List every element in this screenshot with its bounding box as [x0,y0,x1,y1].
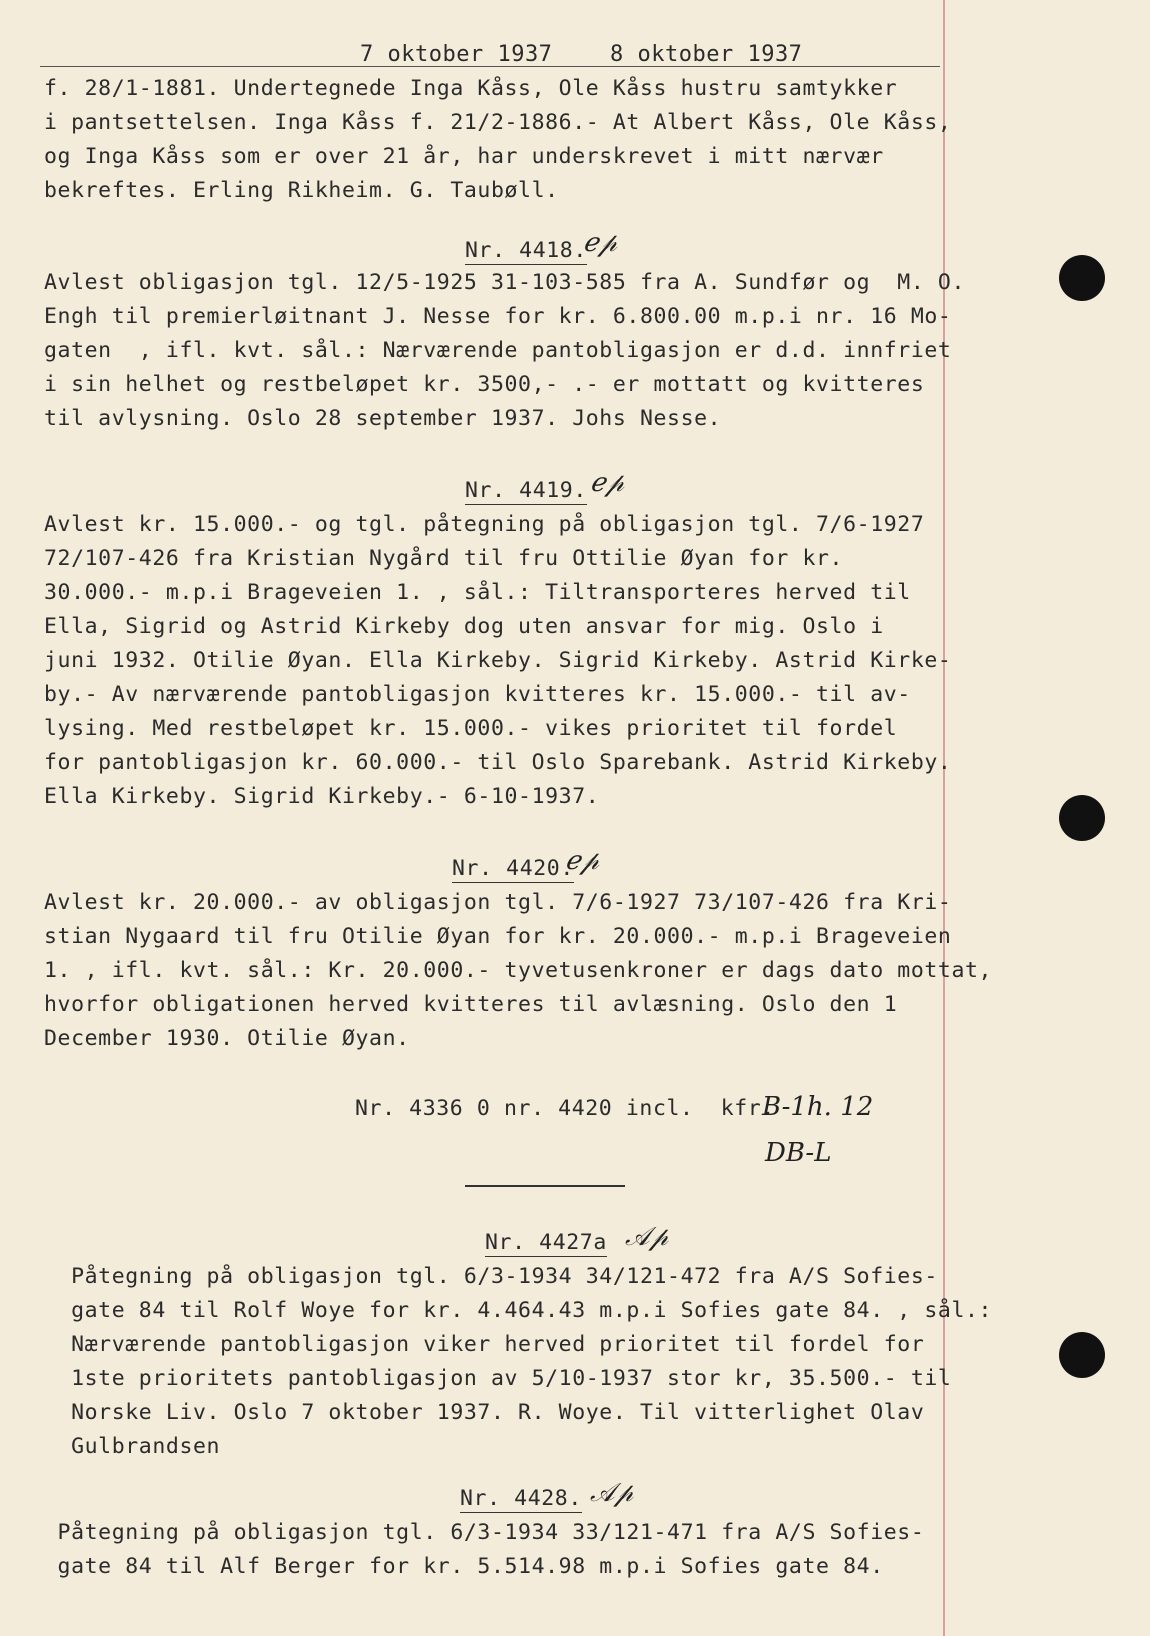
handwritten-signature: B-1h. 12 [762,1092,874,1122]
entry-line: til avlysning. Oslo 28 september 1937. Johs Nesse. [44,406,722,431]
header-date-left: 7 oktober 1937 [360,42,553,67]
entry-line: for pantobligasjon kr. 60.000.- til Oslo Sparebank. Astrid Kirkeby. [44,750,952,775]
intro-line: og Inga Kåss som er over 21 år, har underskrevet i mitt nærvær [44,144,884,169]
clerk-mark: ℯ𝓅 [590,468,624,498]
intro-line: f. 28/1-1881. Undertegnede Inga Kåss, Ole Kåss hustru samtykker [44,76,898,101]
entry-line: Påtegning på obligasjon tgl. 6/3-1934 34/121-472 fra A/S Sofies- [44,1264,938,1289]
entry-line: 72/107-426 fra Kristian Nygård til fru Ottilie Øyan for kr. [44,546,844,571]
entry-line: Avlest obligasjon tgl. 12/5-1925 31-103-585 fra A. Sundfør og M. O. [44,270,965,295]
handwritten-signature: DB-L [765,1138,832,1168]
entry-number: Nr. 4420. [452,856,574,881]
entry-number: Nr. 4428. [460,1486,582,1511]
header-date-right: 8 oktober 1937 [610,42,803,67]
entry-line: gaten , ifl. kvt. sål.: Nærværende pantobligasjon er d.d. innfriet [44,338,952,363]
entry-line: Avlest kr. 15.000.- og tgl. påtegning på obligasjon tgl. 7/6-1927 [44,512,925,537]
entry-line: Påtegning på obligasjon tgl. 6/3-1934 33/121-471 fra A/S Sofies- [44,1520,925,1545]
entry-line: i sin helhet og restbeløpet kr. 3500,- .- er mottatt og kvitteres [44,372,925,397]
summary-line: Nr. 4336 0 nr. 4420 incl. kfr. [355,1096,775,1121]
entry-number: Nr. 4419. [465,478,587,503]
intro-line: bekreftes. Erling Rikheim. G. Taubøll. [44,178,559,203]
entry-line: Avlest kr. 20.000.- av obligasjon tgl. 7/6-1927 73/107-426 fra Kri- [44,890,952,915]
entry-line: Nærværende pantobligasjon viker herved prioritet til fordel for [44,1332,925,1357]
entry-line: 1. , ifl. kvt. sål.: Kr. 20.000.- tyvetusenkroner er dags dato mottat, [44,958,993,983]
entry-line: juni 1932. Otilie Øyan. Ella Kirkeby. Sigrid Kirkeby. Astrid Kirke- [44,648,952,673]
clerk-mark: 𝒜𝓅 [625,1222,669,1252]
entry-line: by.- Av nærværende pantobligasjon kvitteres kr. 15.000.- til av- [44,682,911,707]
entry-line: Norske Liv. Oslo 7 oktober 1937. R. Woye. Til vitterlighet Olav [44,1400,925,1425]
clerk-mark: 𝒜𝓅 [590,1478,634,1508]
entry-line: stian Nygaard til fru Otilie Øyan for kr. 20.000.- m.p.i Brageveien [44,924,952,949]
entry-line: hvorfor obligationen herved kvitteres til avlæsning. Oslo den 1 [44,992,898,1017]
clerk-mark: ℯ𝓅 [583,228,617,258]
entry-line: Ella Kirkeby. Sigrid Kirkeby.- 6-10-1937. [44,784,600,809]
binder-hole [1059,795,1105,841]
entry-line: December 1930. Otilie Øyan. [44,1026,410,1051]
binder-hole [1059,255,1105,301]
entry-line: gate 84 til Alf Berger for kr. 5.514.98 m.p.i Sofies gate 84. [44,1554,884,1579]
binder-hole [1059,1332,1105,1378]
intro-line: i pantsettelsen. Inga Kåss f. 21/2-1886.- At Albert Kåss, Ole Kåss, [44,110,952,135]
entry-number: Nr. 4427a [485,1230,607,1255]
entry-line: Gulbrandsen [44,1434,221,1459]
entry-line: gate 84 til Rolf Woye for kr. 4.464.43 m.p.i Sofies gate 84. , sål.: [44,1298,993,1323]
entry-line: Engh til premierløitnant J. Nesse for kr. 6.800.00 m.p.i nr. 16 Mo- [44,304,952,329]
page-header [40,38,940,67]
section-divider [465,1185,625,1187]
entry-line: 1ste prioritets pantobligasjon av 5/10-1937 stor kr, 35.500.- til [44,1366,952,1391]
entry-number: Nr. 4418. [465,238,587,263]
entry-line: 30.000.- m.p.i Brageveien 1. , sål.: Tiltransporteres herved til [44,580,911,605]
clerk-mark: ℯ𝓅 [565,846,599,876]
entry-line: Ella, Sigrid og Astrid Kirkeby dog uten ansvar for mig. Oslo i [44,614,884,639]
entry-line: lysing. Med restbeløpet kr. 15.000.- vikes prioritet til fordel [44,716,898,741]
